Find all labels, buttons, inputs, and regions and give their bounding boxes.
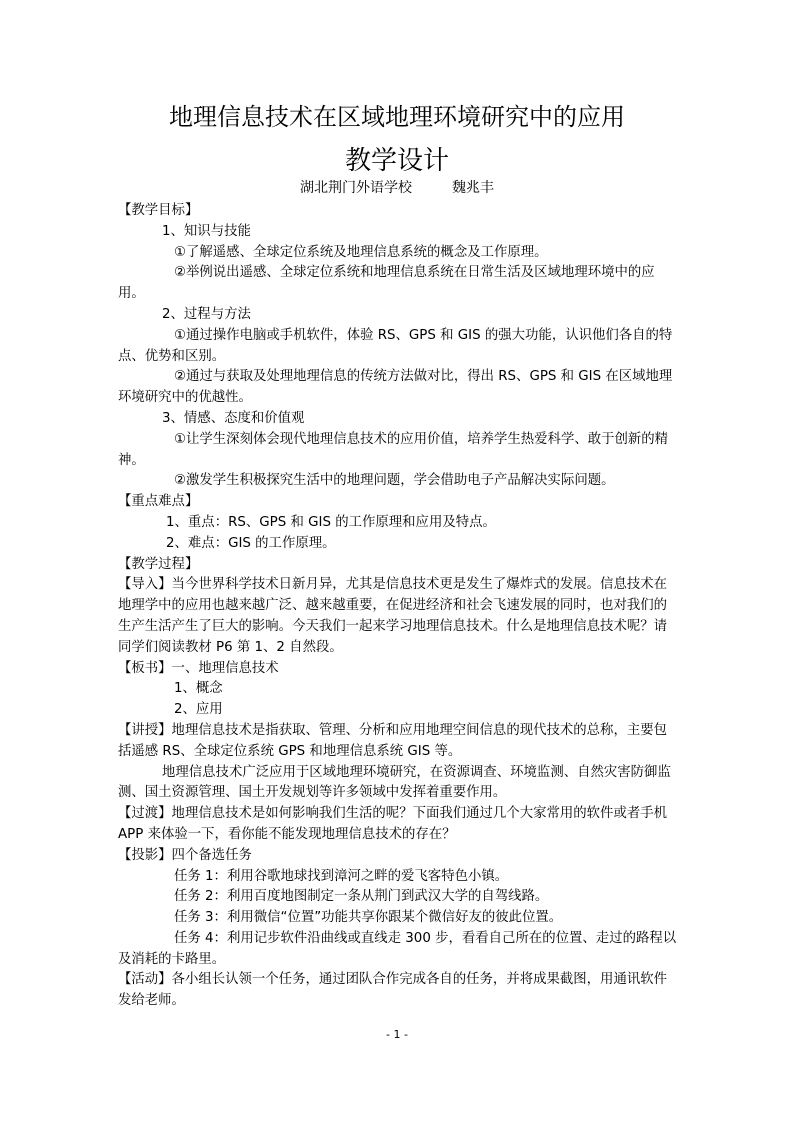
text-line: 2、应用 bbox=[174, 702, 223, 718]
text-line: ②激发学生积极探究生活中的地理问题，学会借助电子产品解决实际问题。 bbox=[174, 473, 615, 489]
text-line: 【板书】一、地理信息技术 bbox=[118, 660, 279, 676]
document-title: 地理信息技术在区域地理环境研究中的应用 bbox=[169, 103, 625, 131]
section-heading-objectives: 【教学目标】 bbox=[118, 203, 199, 218]
text-line: 2、难点：GIS 的工作原理。 bbox=[166, 535, 336, 551]
document-body bbox=[118, 201, 678, 1012]
text-line: ①通过操作电脑或手机软件，体验 RS、GPS 和 GIS 的强大功能，认识他们各自的特点、优势和区别。 bbox=[118, 327, 673, 364]
paragraph-intro: 【导入】当今世界科学技术日新月异，尤其是信息技术更是发生了爆炸式的发展。信息技术在地理学中的应用也越来越广泛、越来越重要，在促进经济和社会飞速发展的同时，也对我们的生产生活产生了巨大的影响。今天我们一起来学习地理信息技术。什么是地理信息技术呢？请同学们阅读教材 P6 第 1、2 自然段。 bbox=[118, 577, 668, 655]
text-line: ①让学生深刻体会现代地理信息技术的应用价值，培养学生热爱科学、敢于创新的精神。 bbox=[118, 431, 669, 468]
task-item: 任务 4：利用记步软件沿曲线或直线走 300 步，看看自己所在的位置、走过的路程以及消耗的卡路里。 bbox=[118, 930, 677, 967]
text-line: 1、重点：RS、GPS 和 GIS 的工作原理和应用及特点。 bbox=[166, 514, 496, 530]
author-line bbox=[0, 177, 794, 199]
text-line: ②举例说出遥感、全球定位系统和地理信息系统在日常生活及区域地理环境中的应用。 bbox=[118, 265, 655, 302]
section-heading-process: 【教学过程】 bbox=[118, 556, 199, 572]
paragraph-application: 地理信息技术广泛应用于区域地理环境研究，在资源调查、环境监测、自然灾害防御监测、国土资源管理、国土开发规划等许多领域中发挥着重要作用。 bbox=[118, 764, 671, 801]
text-line: 1、概念 bbox=[174, 681, 223, 697]
author-name: 魏兆丰 bbox=[452, 180, 494, 196]
task-item: 任务 2：利用百度地图制定一条从荆门到武汉大学的自驾线路。 bbox=[174, 889, 549, 905]
paragraph-lecture: 【讲授】地理信息技术是指获取、管理、分析和应用地理空间信息的现代技术的总称，主要包括遥感 RS、全球定位系统 GPS 和地理信息系统 GIS 等。 bbox=[118, 722, 668, 759]
subheading-attitude: 3、情感、态度和价值观 bbox=[162, 410, 305, 426]
text-line: ①了解遥感、全球定位系统及地理信息系统的概念及工作原理。 bbox=[174, 244, 548, 260]
paragraph-activity: 【活动】各小组长认领一个任务，通过团队合作完成各自的任务，并将成果截图，用通讯软件发给老师。 bbox=[118, 972, 668, 1009]
text-line: 【投影】四个备选任务 bbox=[118, 847, 252, 863]
document-subtitle: 教学设计 bbox=[344, 146, 449, 176]
section-heading-keypoints: 【重点难点】 bbox=[118, 494, 199, 510]
subheading-process: 2、过程与方法 bbox=[162, 306, 251, 322]
task-item: 任务 3：利用微信“位置”功能共享你跟某个微信好友的彼此位置。 bbox=[174, 910, 563, 926]
task-item: 任务 1：利用谷歌地球找到漳河之畔的爱飞客特色小镇。 bbox=[174, 868, 509, 884]
text-line: ②通过与获取及处理地理信息的传统方法做对比，得出 RS、GPS 和 GIS 在区域地理环境研究中的优越性。 bbox=[118, 369, 673, 406]
subheading-knowledge: 1、知识与技能 bbox=[162, 223, 251, 239]
paragraph-transition: 【过渡】地理信息技术是如何影响我们生活的呢？下面我们通过几个大家常用的软件或者手机 APP 来体验一下，看你能不能发现地理信息技术的存在？ bbox=[118, 806, 668, 842]
page-number: - 1 - bbox=[386, 1028, 408, 1041]
author-school: 湖北荆门外语学校 bbox=[300, 180, 412, 196]
